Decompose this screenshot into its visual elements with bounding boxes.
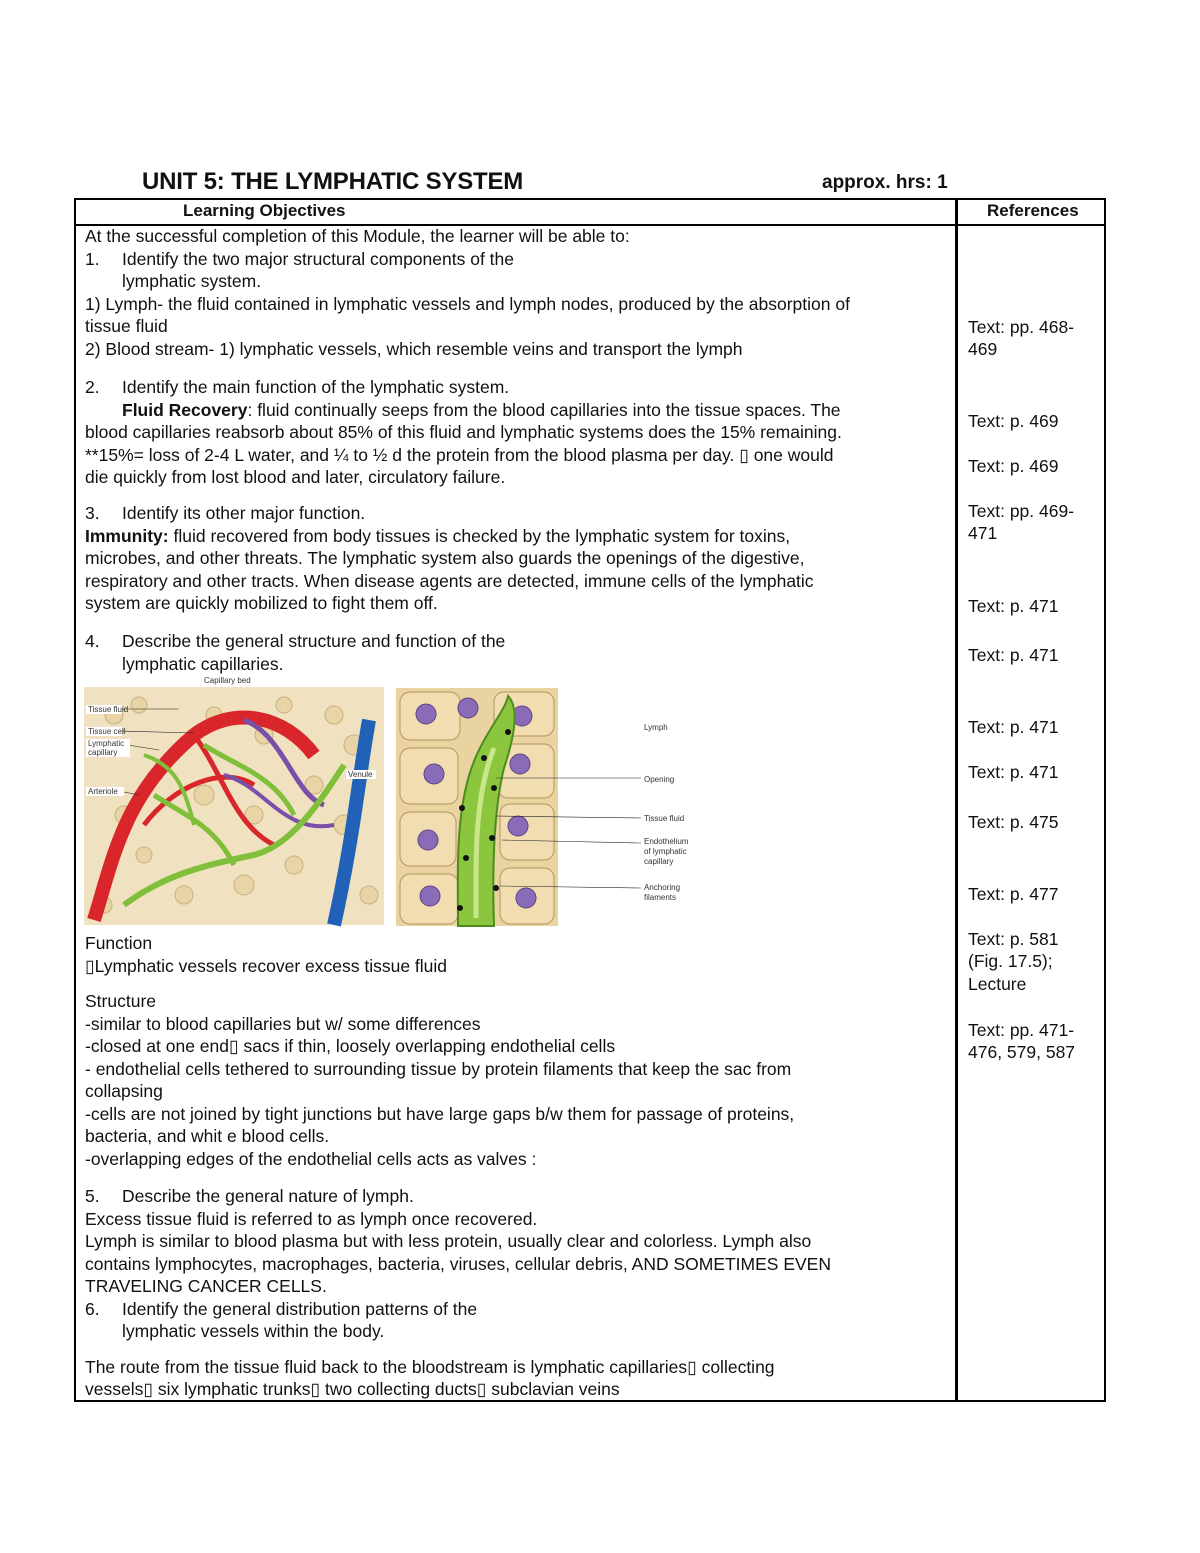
objective-5-number: 5.: [85, 1186, 100, 1206]
objective-2-line-4: die quickly from lost blood and later, circulatory failure.: [85, 467, 506, 487]
reference-12: Text: pp. 471-: [968, 1020, 1075, 1040]
objective-5-line-3: contains lymphocytes, macrophages, bacteria, viruses, cellular debris, AND SOMETIMES EVEN: [85, 1254, 831, 1274]
reference-4-cont: 471: [968, 523, 998, 543]
function-heading: Function: [85, 933, 153, 953]
objective-6-line-2: vessels▯ six lymphatic trunks▯ two collecting ducts▯ subclavian veins: [85, 1379, 620, 1399]
approx-hours: approx. hrs: 1: [822, 172, 948, 193]
objective-2-line-2: blood capillaries reabsorb about 85% of this fluid and lymphatic systems does the 15% remaining.: [85, 422, 842, 442]
column-header-references: References: [987, 201, 1079, 220]
column-divider: [955, 198, 958, 1402]
objective-6-title: Identify the general distribution patterns of the: [122, 1299, 478, 1319]
reference-11: Text: p. 581: [968, 929, 1059, 949]
reference-2: Text: p. 469: [968, 411, 1059, 431]
label-tissue-cell: Tissue cell: [88, 727, 126, 736]
label-endothelium-2: of lymphatic: [644, 847, 687, 856]
reference-10: Text: p. 477: [968, 884, 1059, 904]
structure-line-5: -overlapping edges of the endothelial cells acts as valves :: [85, 1149, 537, 1169]
immunity-term: Immunity:: [85, 526, 169, 546]
objective-1-point-2: 2) Blood stream- 1) lymphatic vessels, which resemble veins and transport the lymph: [85, 339, 743, 359]
objective-3-title: Identify its other major function.: [122, 503, 366, 523]
label-anchoring: Anchoring: [644, 883, 681, 892]
immunity-text: fluid recovered from body tissues is checked by the lymphatic system for toxins,: [168, 526, 791, 546]
fluid-recovery-line: [122, 399, 841, 422]
reference-5: Text: p. 471: [968, 596, 1059, 616]
objective-3-number: 3.: [85, 503, 100, 523]
intro-text: At the successful completion of this Module, the learner will be able to:: [85, 226, 630, 246]
structure-line-4: -cells are not joined by tight junctions but have large gaps b/w them for passage of proteins,: [85, 1104, 795, 1124]
objective-4-number: 4.: [85, 631, 100, 651]
label-endothelium: Endothelium: [644, 837, 689, 846]
reference-7: Text: p. 471: [968, 717, 1059, 737]
objective-2-title: Identify the main function of the lymphatic system.: [122, 377, 510, 397]
objective-6-title-cont: lymphatic vessels within the body.: [122, 1321, 385, 1341]
fluid-recovery-text: : fluid continually seeps from the blood capillaries into the tissue spaces. The: [247, 400, 841, 420]
column-header-objectives: Learning Objectives: [183, 201, 346, 220]
objective-2-number: 2.: [85, 377, 100, 397]
label-capillary: capillary: [88, 748, 118, 757]
reference-1-cont: 469: [968, 339, 998, 359]
lymphatic-capillary-figure: [396, 688, 716, 928]
objective-3-line-2: microbes, and other threats. The lymphatic system also guards the openings of the digestive,: [85, 548, 805, 568]
label-tissue-fluid-2: Tissue fluid: [644, 814, 685, 823]
label-opening: Opening: [644, 775, 675, 784]
structure-line-3: - endothelial cells tethered to surrounding tissue by protein filaments that keep the sac from: [85, 1059, 792, 1079]
label-arteriole: Arteriole: [88, 787, 118, 796]
immunity-line: [85, 525, 790, 548]
label-endothelium-3: capillary: [644, 857, 674, 866]
function-line-1: ▯Lymphatic vessels recover excess tissue fluid: [85, 956, 448, 976]
reference-11-cont: (Fig. 17.5);: [968, 951, 1053, 971]
objective-5-line-2: Lymph is similar to blood plasma but with less protein, usually clear and colorless. Lymph also: [85, 1231, 812, 1251]
objective-5-title: Describe the general nature of lymph.: [122, 1186, 414, 1206]
objective-1-number: 1.: [85, 249, 100, 269]
label-lymph: Lymph: [644, 723, 668, 732]
objective-1-title-cont: lymphatic system.: [122, 271, 262, 291]
structure-line-3-cont: collapsing: [85, 1081, 163, 1101]
objective-3-line-4: system are quickly mobilized to fight them off.: [85, 593, 438, 613]
reference-12-cont: 476, 579, 587: [968, 1042, 1076, 1062]
structure-line-1: -similar to blood capillaries but w/ some differences: [85, 1014, 481, 1034]
reference-6: Text: p. 471: [968, 645, 1059, 665]
objective-4-title-cont: lymphatic capillaries.: [122, 654, 284, 674]
objective-5-line-4: TRAVELING CANCER CELLS.: [85, 1276, 327, 1296]
reference-4: Text: pp. 469-: [968, 501, 1075, 521]
structure-line-4-cont: bacteria, and whit e blood cells.: [85, 1126, 330, 1146]
objective-6-number: 6.: [85, 1299, 100, 1319]
label-filaments: filaments: [644, 893, 677, 902]
capillary-bed-figure: [84, 675, 386, 927]
reference-11-cont-2: Lecture: [968, 974, 1027, 994]
reference-1: Text: pp. 468-: [968, 317, 1075, 337]
page-title: UNIT 5: THE LYMPHATIC SYSTEM: [142, 168, 524, 195]
objective-3-line-3: respiratory and other tracts. When disease agents are detected, immune cells of the lymphatic: [85, 571, 814, 591]
label-tissue-fluid: Tissue fluid: [88, 705, 129, 714]
label-capillary-bed: Capillary bed: [204, 676, 251, 685]
label-venule: Venule: [348, 770, 373, 779]
objective-5-line-1: Excess tissue fluid is referred to as lymph once recovered.: [85, 1209, 538, 1229]
structure-heading: Structure: [85, 991, 156, 1011]
fluid-recovery-term: Fluid Recovery: [122, 400, 248, 420]
objective-1-title: Identify the two major structural components of the: [122, 249, 514, 269]
reference-9: Text: p. 475: [968, 812, 1059, 832]
objective-6-line-1: The route from the tissue fluid back to the bloodstream is lymphatic capillaries▯ collecting: [85, 1357, 775, 1377]
objective-1-point-1: 1) Lymph- the fluid contained in lymphatic vessels and lymph nodes, produced by the absorption of: [85, 294, 850, 314]
objective-1-point-1-cont: tissue fluid: [85, 316, 168, 336]
objective-2-line-3: **15%= loss of 2-4 L water, and ¼ to ½ d the protein from the blood plasma per day. ▯ one would: [85, 445, 834, 465]
objective-4-title: Describe the general structure and function of the: [122, 631, 506, 651]
reference-8: Text: p. 471: [968, 762, 1059, 782]
structure-line-2: -closed at one end▯ sacs if thin, loosely overlapping endothelial cells: [85, 1036, 616, 1056]
label-lymphatic: Lymphatic: [88, 739, 125, 748]
reference-3: Text: p. 469: [968, 456, 1059, 476]
